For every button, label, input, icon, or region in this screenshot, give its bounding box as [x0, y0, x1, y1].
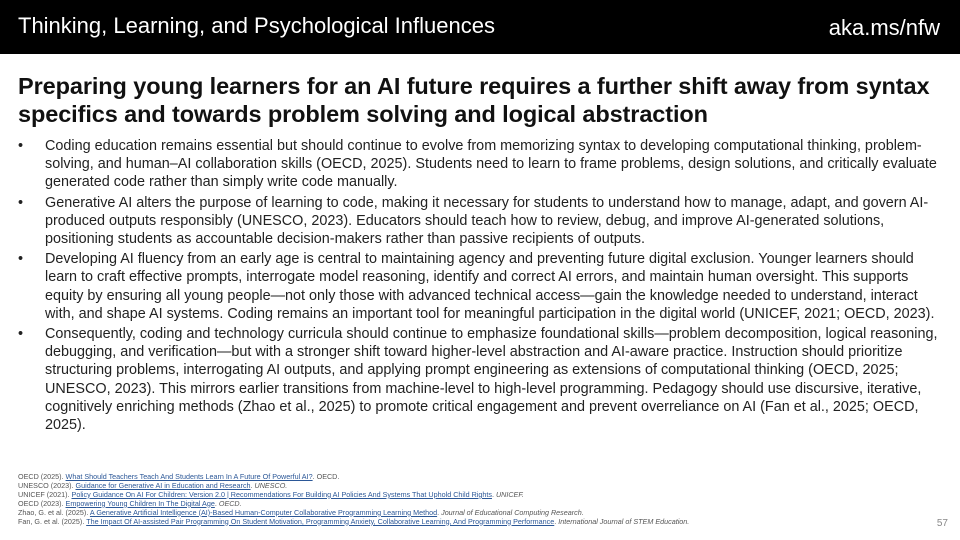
bullet-marker-icon: • — [18, 194, 24, 211]
reference-line — [18, 473, 918, 482]
reference-prefix: UNICEF (2021). — [18, 490, 72, 499]
reference-prefix: OECD (2025). — [18, 473, 66, 481]
header-bar — [0, 0, 960, 54]
page-number: 57 — [936, 518, 948, 529]
bullet-marker-icon: • — [18, 138, 24, 154]
reference-link[interactable]: What Should Teachers Teach And Students Learn In A Future Of Powerful AI? — [65, 473, 313, 481]
bullet-text: Developing AI fluency from an early age is central to maintaining agency and preventing future digital exclusion. Younger learners should learn to craft effective prompts, interrogate model reasoning, identify and correct AI errors, and maintain human oversight. This supports equity by ensuring all young people—not only those with advanced technical access—gain the knowledge needed to understand, interact with, and shape AI systems. Coding remains an important tool for meaningful participation in the digital world (UNICEF, 2021; OECD, 2023). — [45, 251, 935, 322]
reference-journal: UNESCO. — [254, 481, 288, 490]
bullet-text: Generative AI alters the purpose of learning to code, making it necessary for students to understand how to manage, adapt, and govern AI-produced outputs responsibly (UNESCO, 2023). Educators should teach how to review, debug, and improve AI-generated solutions, positioning students as accountable decision-makers rather than passive recipients of outputs. — [45, 194, 929, 248]
reference-link[interactable]: The Impact Of AI-assisted Pair Programming On Student Motivation, Programming Anxiety, Collaborative Learning, And Programming Performance — [86, 517, 555, 526]
header-title: Thinking, Learning, and Psychological Influences — [18, 13, 495, 38]
reference-line — [18, 509, 918, 518]
bullet-item — [18, 325, 940, 434]
reference-link[interactable]: Policy Guidance On AI For Children: Version 2.0 | Recommendations For Building AI Policies And Systems That Uphold Child Rights — [71, 490, 492, 499]
bullet-item — [18, 250, 940, 323]
reference-prefix: OECD (2023). — [18, 499, 66, 508]
reference-link[interactable]: Empowering Young Children In The Digital Age — [65, 499, 215, 508]
reference-journal: Journal of Educational Computing Research. — [441, 508, 584, 517]
bullet-marker-icon: • — [18, 326, 24, 343]
reference-suffix: . — [437, 508, 442, 517]
bullet-item — [18, 137, 940, 192]
bullet-text: Consequently, coding and technology curricula should continue to emphasize foundational skills—problem decomposition, logical reasoning, debugging, and verification—but with a stronger shift toward higher-level abstraction and AI-aware practice. Instruction should prioritize structuring problems, interrogating AI outputs, and applying prompt engineering as extensions of computational thinking (OECD, 2025; UNESCO, 2023). This mirrors earlier transitions from machine-level to high-level programming. Pedagogy should use discursive, iterative, cognitively enriching methods (Zhao et al., 2025) to promote critical engagement and prevent overreliance on AI (Fan et al., 2025; OECD, 2025). — [45, 326, 938, 434]
reference-suffix: . OECD. — [312, 473, 340, 481]
bullet-list — [18, 137, 940, 436]
bullet-marker-icon: • — [18, 251, 24, 268]
reference-link[interactable]: A Generative Artificial Intelligence (AI)-Based Human-Computer Collaborative Programming Learning Method — [89, 508, 438, 517]
reference-journal: UNICEF. — [495, 490, 524, 499]
reference-line — [18, 518, 918, 527]
slide-heading: Preparing young learners for an AI future requires a further shift away from syntax specifics and towards problem solving and logical abstraction — [18, 73, 930, 127]
reference-line — [18, 491, 918, 500]
reference-line — [18, 482, 918, 491]
reference-journal: OECD. — [218, 499, 242, 508]
reference-prefix: UNESCO (2023). — [18, 481, 76, 490]
reference-link[interactable]: Guidance for Generative AI in Education and Research — [75, 481, 251, 490]
bullet-item — [18, 194, 940, 249]
reference-prefix: Zhao, G. et al. (2025). — [18, 508, 90, 517]
reference-suffix: . — [250, 481, 255, 490]
reference-journal: International Journal of STEM Education. — [558, 517, 690, 526]
references — [18, 473, 918, 526]
reference-line — [18, 500, 918, 509]
reference-suffix: . — [491, 490, 496, 499]
header-link[interactable]: aka.ms/nfw — [828, 15, 940, 40]
reference-suffix: . — [554, 517, 559, 526]
reference-suffix: . — [214, 499, 219, 508]
bullet-text: Coding education remains essential but should continue to evolve from memorizing syntax to developing computational thinking, problem-solving, and human–AI collaboration skills (OECD, 2025). Students need to learn to frame problems, design solutions, and critically evaluate generated code rather than simply write code manually. — [45, 138, 937, 191]
reference-prefix: Fan, G. et al. (2025). — [18, 517, 87, 526]
